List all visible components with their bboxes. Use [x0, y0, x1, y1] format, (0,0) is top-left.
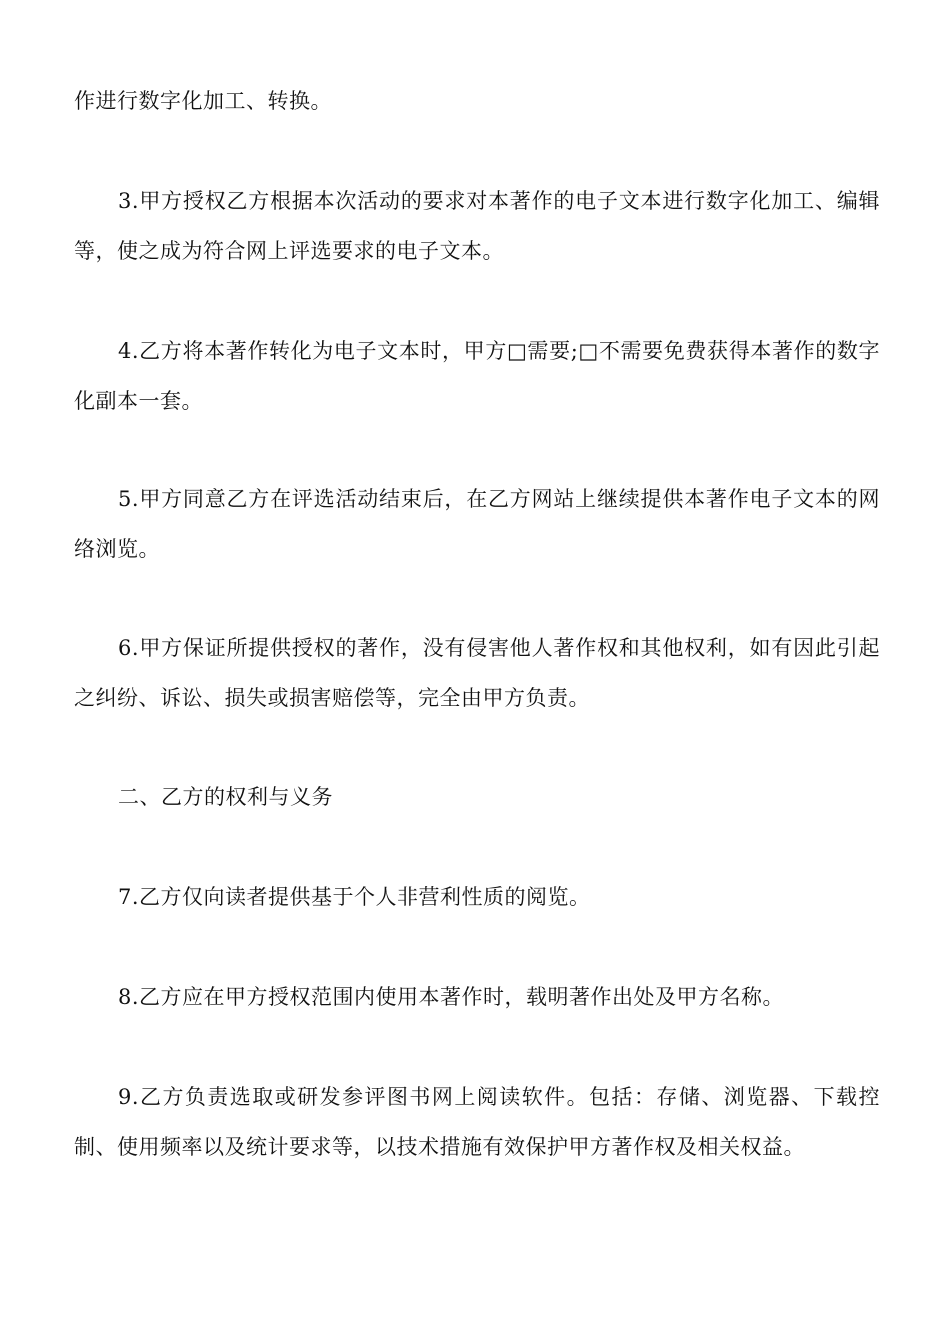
- clause-5: 5.甲方同意乙方在评选活动结束后，在乙方网站上继续提供本著作电子文本的网络浏览。: [74, 487, 880, 561]
- clause-4: 4.乙方将本著作转化为电子文本时，甲方□需要;□不需要免费获得本著作的数字化副本一套。: [74, 339, 880, 413]
- clause-3: 3.甲方授权乙方根据本次活动的要求对本著作的电子文本进行数字化加工、编辑等，使之成为符合网上评选要求的电子文本。: [74, 189, 880, 263]
- clause-9: 9.乙方负责选取或研发参评图书网上阅读软件。包括：存储、浏览器、下载控制、使用频率以及统计要求等，以技术措施有效保护甲方著作权及相关权益。: [74, 1085, 880, 1159]
- clause-8: 8.乙方应在甲方授权范围内使用本著作时，载明著作出处及甲方名称。: [118, 985, 785, 1009]
- section-heading-party-b: 二、乙方的权利与义务: [118, 785, 333, 809]
- clause-6: 6.甲方保证所提供授权的著作，没有侵害他人著作权和其他权利，如有因此引起之纠纷、诉讼、损失或损害赔偿等，完全由甲方负责。: [74, 636, 880, 710]
- clause-7: 7.乙方仅向读者提供基于个人非营利性质的阅览。: [118, 885, 591, 909]
- paragraph-continuation: 作进行数字化加工、转换。: [74, 89, 332, 113]
